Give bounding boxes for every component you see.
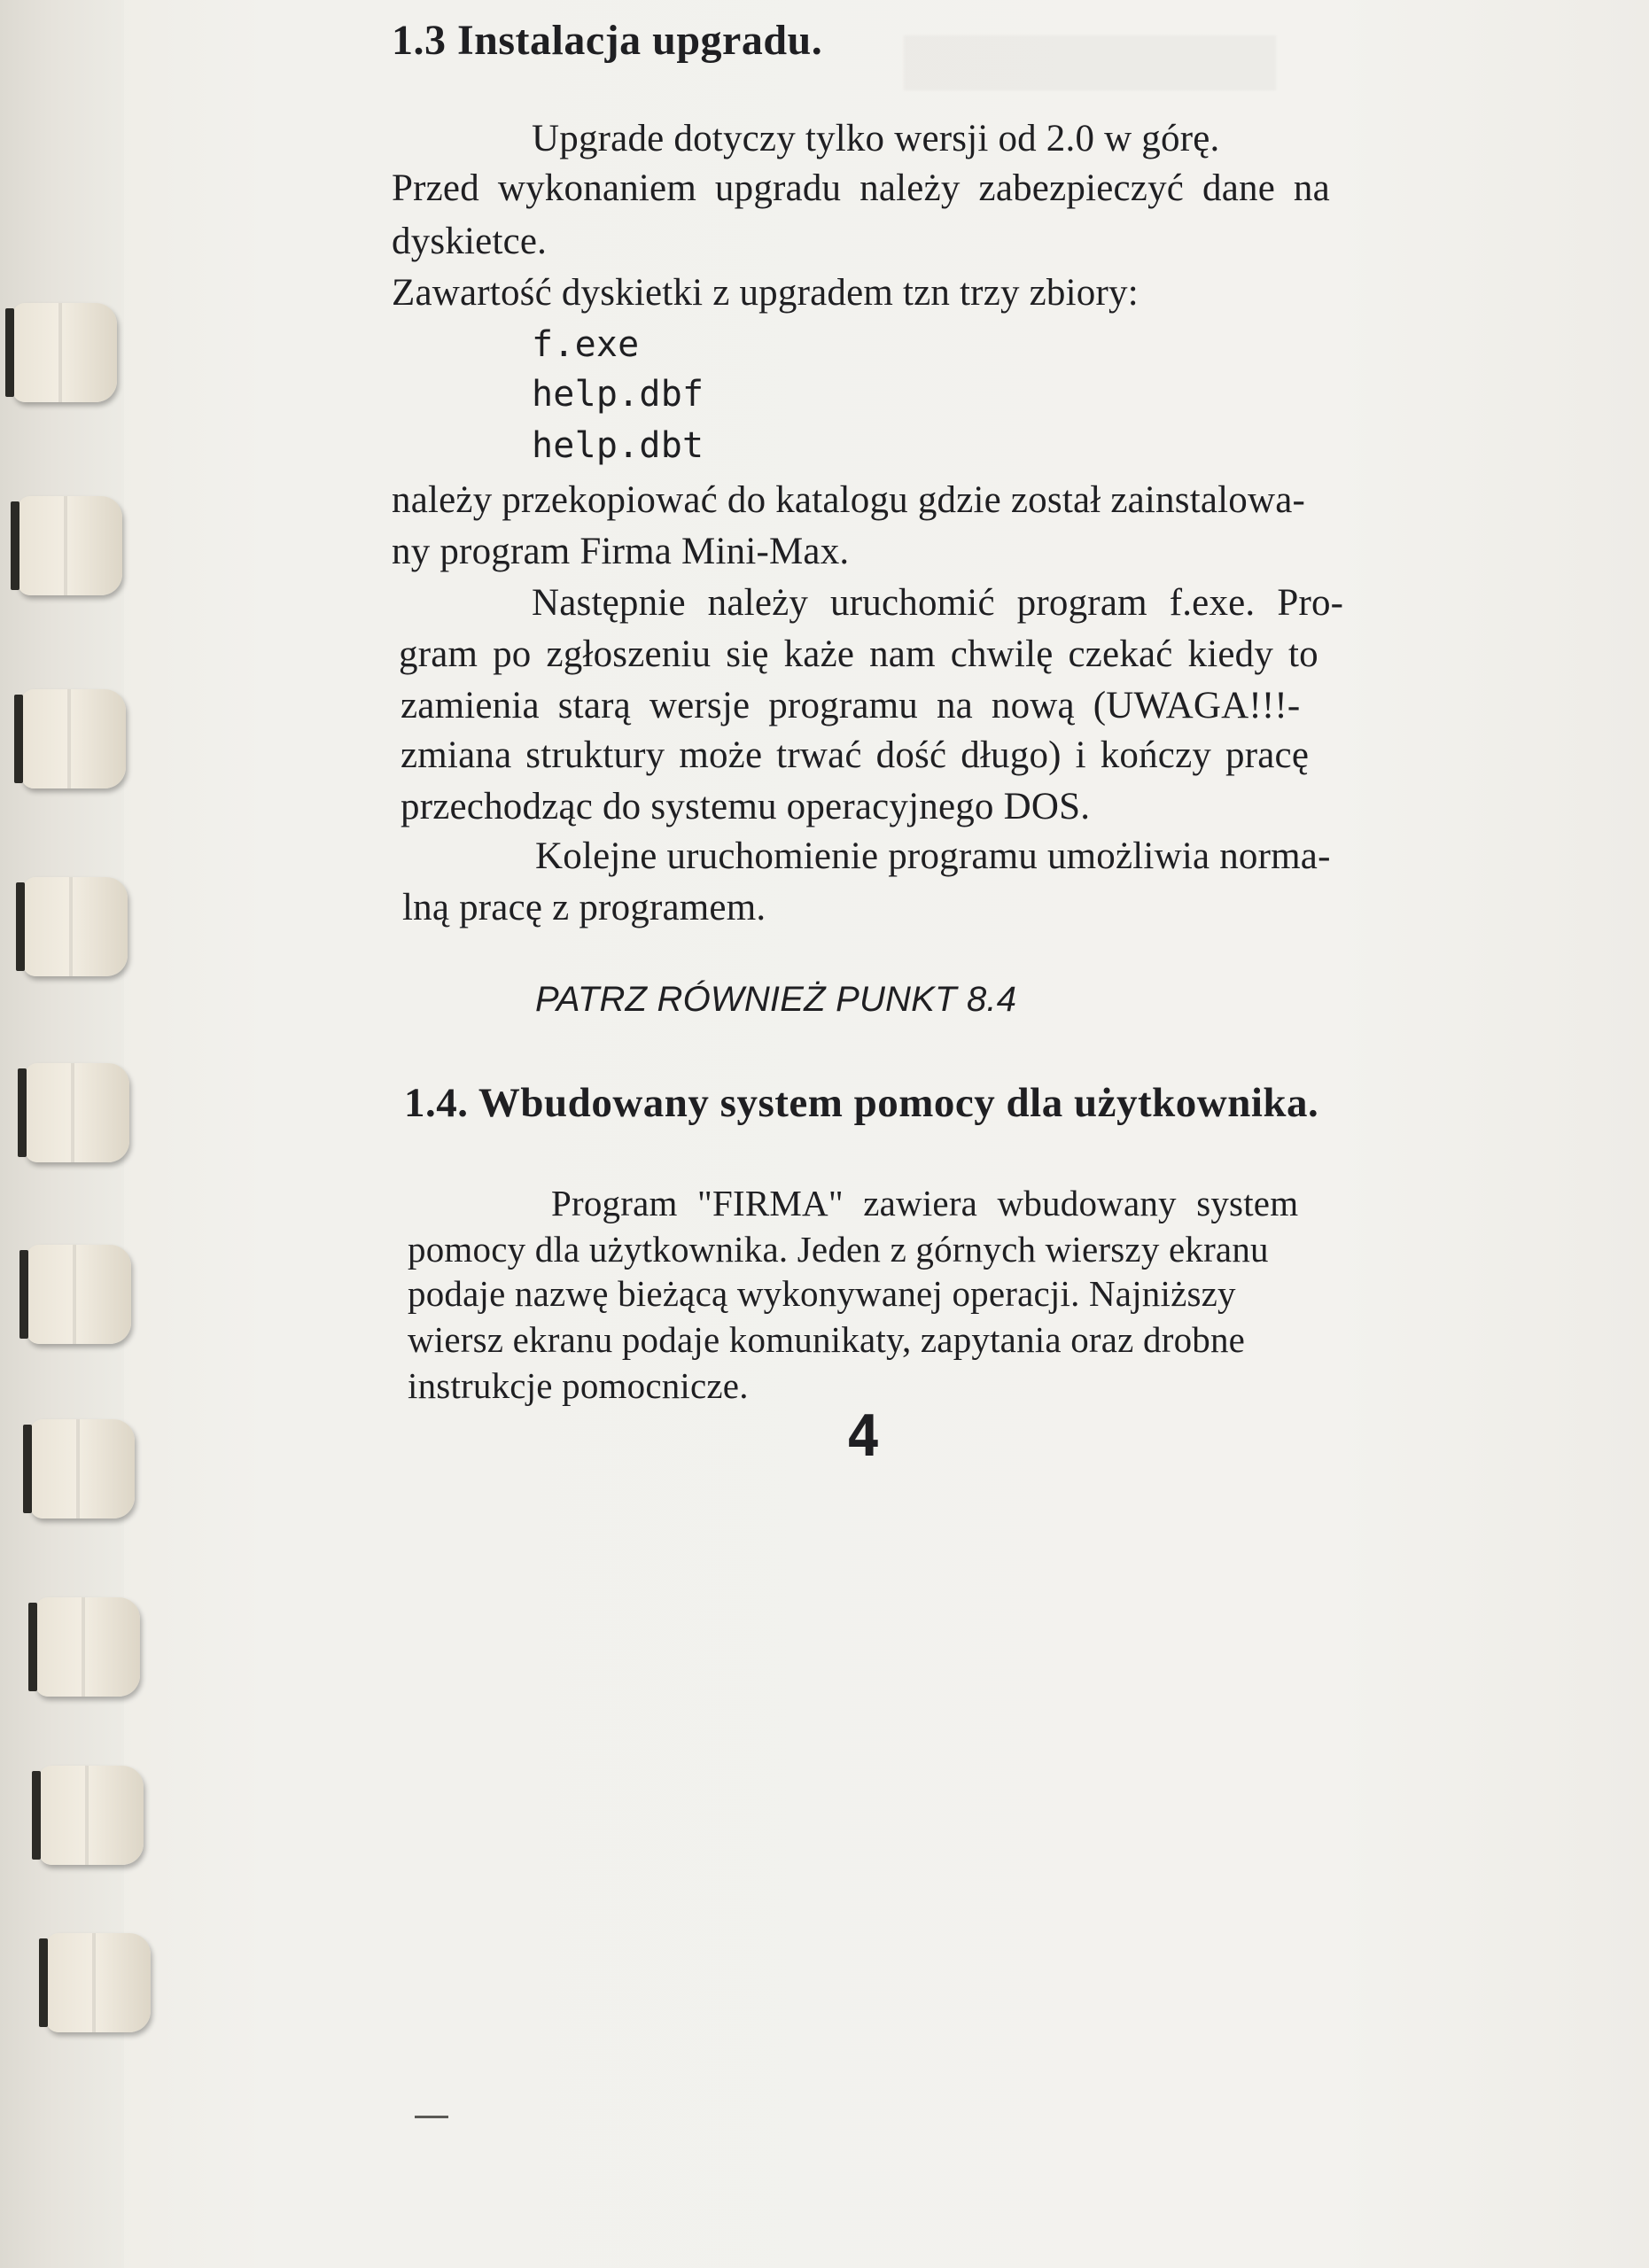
file-name: f.exe: [532, 324, 640, 365]
binder-ring: [21, 689, 126, 788]
section-heading-1-4: 1.4. Wbudowany system pomocy dla użytkownika.: [404, 1080, 1319, 1126]
paragraph-line: pomocy dla użytkownika. Jeden z górnych wierszy ekranu: [408, 1229, 1269, 1270]
binder-ring: [27, 1245, 131, 1344]
file-name: help.dbt: [532, 425, 704, 466]
paragraph-line: Program "FIRMA" zawiera wbudowany system: [551, 1183, 1299, 1223]
paragraph-line: Upgrade dotyczy tylko wersji od 2.0 w górę.: [532, 118, 1220, 159]
paragraph-line: zmiana struktury może trwać dość długo) i kończy pracę: [401, 734, 1310, 776]
see-also-note: PATRZ RÓWNIEŻ PUNKT 8.4: [535, 980, 1017, 1019]
page-mark: [415, 2116, 448, 2118]
page-number: 4: [846, 1404, 881, 1470]
binding-edge: [0, 0, 124, 2268]
binder-ring: [18, 496, 122, 595]
binder-ring: [35, 1597, 140, 1697]
file-name: help.dbf: [532, 374, 704, 415]
paragraph-line: gram po zgłoszeniu się każe nam chwilę czekać kiedy to: [399, 633, 1318, 675]
paragraph-line: lną pracę z programem.: [402, 887, 766, 928]
paragraph-line: przechodząc do systemu operacyjnego DOS.: [401, 786, 1091, 827]
paragraph-line: instrukcje pomocnicze.: [408, 1365, 749, 1406]
binder-ring: [23, 877, 128, 976]
binder-ring: [30, 1419, 135, 1518]
paragraph-line: Kolejne uruchomienie programu umożliwia norma-: [535, 835, 1331, 877]
paragraph-line: ny program Firma Mini-Max.: [392, 531, 850, 572]
paragraph-line: Następnie należy uruchomić program f.exe. Pro-: [532, 582, 1344, 624]
binder-ring: [39, 1766, 144, 1865]
paragraph-line: Zawartość dyskietki z upgradem tzn trzy zbiory:: [392, 272, 1139, 314]
section-heading-1-3: 1.3 Instalacja upgradu.: [392, 17, 823, 64]
paragraph-line: podaje nazwę bieżącą wykonywanej operacji. Najniższy: [408, 1273, 1236, 1314]
paragraph-line: dyskietce.: [392, 221, 548, 262]
paragraph-line: zamienia starą wersje programu na nową (UWAGA!!!-: [401, 685, 1301, 726]
binder-ring: [46, 1933, 151, 2032]
paragraph-line: wiersz ekranu podaje komunikaty, zapytania oraz drobne: [408, 1319, 1246, 1360]
paragraph-line: Przed wykonaniem upgradu należy zabezpieczyć dane na: [392, 167, 1330, 209]
paragraph-line: należy przekopiować do katalogu gdzie został zainstalowa-: [392, 479, 1306, 521]
show-through-text: [904, 35, 1276, 90]
binder-ring: [12, 303, 117, 402]
binder-ring: [25, 1063, 129, 1162]
